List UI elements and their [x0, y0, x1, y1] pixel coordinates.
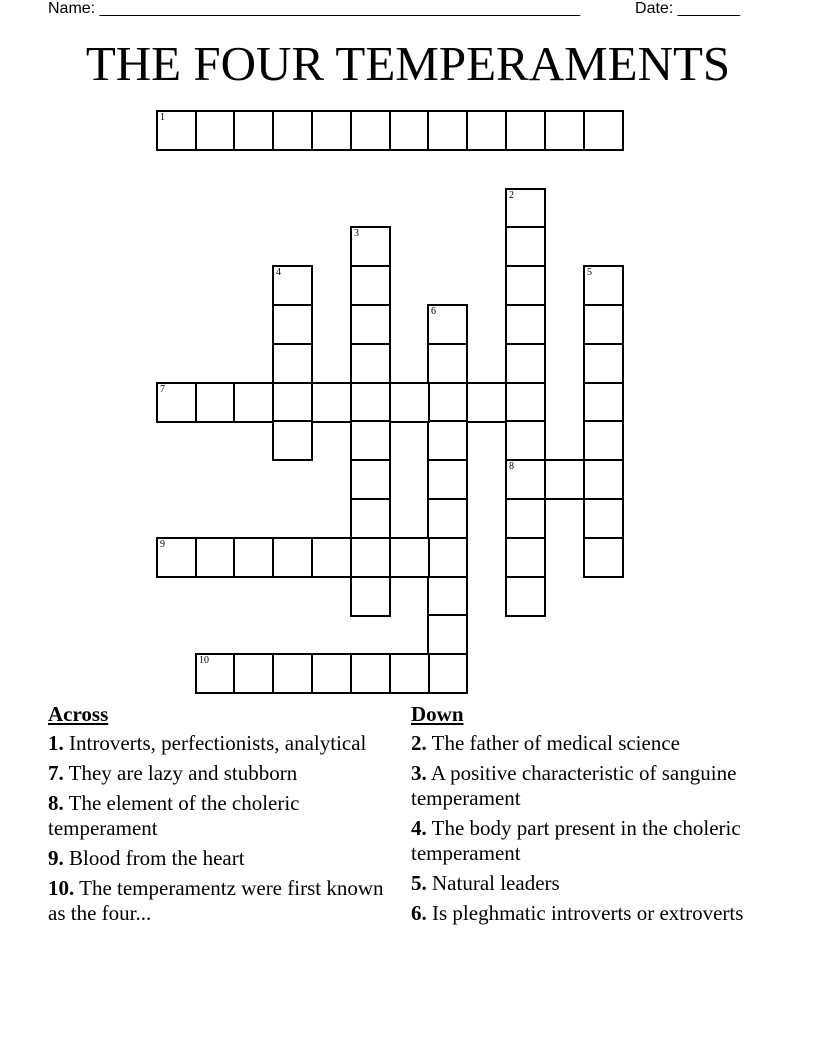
across-clue [48, 791, 388, 841]
down-clue [411, 731, 751, 756]
crossword-cell[interactable] [350, 110, 391, 151]
clue-number: 9 [160, 539, 165, 550]
crossword-cell[interactable] [272, 265, 313, 306]
clue-number-label: 6. [411, 901, 427, 925]
crossword-cell[interactable] [350, 459, 391, 500]
clue-text: The element of the choleric temperament [48, 791, 300, 840]
down-clues [411, 702, 751, 931]
crossword-cell[interactable] [505, 265, 546, 306]
crossword-cell[interactable] [311, 653, 352, 694]
crossword-cell[interactable] [427, 614, 468, 655]
crossword-cell[interactable] [389, 382, 430, 423]
clue-number: 6 [431, 306, 436, 317]
crossword-cell[interactable] [195, 110, 236, 151]
crossword-cell[interactable] [427, 498, 468, 539]
crossword-cell[interactable] [505, 304, 546, 345]
clue-number: 10 [199, 655, 209, 666]
crossword-cell[interactable] [427, 653, 468, 694]
crossword-cell[interactable] [583, 304, 624, 345]
crossword-cell[interactable] [272, 304, 313, 345]
crossword-cell[interactable] [505, 537, 546, 578]
crossword-cell[interactable] [583, 537, 624, 578]
crossword-cell[interactable] [233, 537, 274, 578]
crossword-cell[interactable] [505, 188, 546, 229]
crossword-cell[interactable] [233, 382, 274, 423]
crossword-cell[interactable] [156, 110, 197, 151]
clue-number-label: 5. [411, 871, 427, 895]
crossword-cell[interactable] [195, 382, 236, 423]
crossword-cell[interactable] [350, 382, 391, 423]
across-clue [48, 846, 388, 871]
clue-number-label: 10. [48, 876, 75, 900]
clue-text: The body part present in the choleric temperament [411, 816, 741, 865]
crossword-cell[interactable] [389, 537, 430, 578]
crossword-cell[interactable] [427, 382, 468, 423]
crossword-cell[interactable] [156, 537, 197, 578]
clue-number: 4 [276, 267, 281, 278]
crossword-cell[interactable] [272, 343, 313, 384]
clue-number: 7 [160, 384, 165, 395]
clue-text: The temperamentz were first known as the four... [48, 876, 384, 925]
crossword-cell[interactable] [427, 459, 468, 500]
crossword-cell[interactable] [505, 420, 546, 461]
down-heading: Down [411, 702, 464, 726]
across-clue [48, 876, 388, 926]
clue-number-label: 7. [48, 761, 64, 785]
crossword-cell[interactable] [583, 459, 624, 500]
crossword-cell[interactable] [505, 498, 546, 539]
crossword-cell[interactable] [427, 420, 468, 461]
clue-number-label: 3. [411, 761, 427, 785]
clue-number-label: 4. [411, 816, 427, 840]
across-clue [48, 761, 388, 786]
clue-number: 3 [354, 228, 359, 239]
crossword-cell[interactable] [156, 382, 197, 423]
across-clue-list [48, 731, 388, 926]
crossword-cell[interactable] [427, 110, 468, 151]
clue-number-label: 2. [411, 731, 427, 755]
name-field-label: Name: ______________________________________________________ [48, 0, 581, 17]
clue-text: Introverts, perfectionists, analytical [63, 731, 367, 755]
crossword-cell[interactable] [466, 110, 507, 151]
clue-text: They are lazy and stubborn [63, 761, 298, 785]
crossword-cell[interactable] [272, 110, 313, 151]
crossword-cell[interactable] [427, 537, 468, 578]
crossword-cell[interactable] [505, 226, 546, 267]
across-heading: Across [48, 702, 109, 726]
clue-number: 8 [509, 461, 514, 472]
crossword-cell[interactable] [505, 343, 546, 384]
clue-number-label: 9. [48, 846, 64, 870]
crossword-cell[interactable] [427, 304, 468, 345]
clue-number-label: 1. [48, 731, 64, 755]
crossword-cell[interactable] [272, 382, 313, 423]
crossword-cell[interactable] [466, 382, 507, 423]
crossword-cell[interactable] [350, 265, 391, 306]
crossword-cell[interactable] [389, 110, 430, 151]
crossword-cell[interactable] [583, 343, 624, 384]
crossword-cell[interactable] [233, 653, 274, 694]
page-title: THE FOUR TEMPERAMENTS [85, 36, 731, 91]
clue-text: The father of medical science [426, 731, 680, 755]
crossword-cell[interactable] [195, 537, 236, 578]
crossword-cell[interactable] [272, 420, 313, 461]
down-clue [411, 901, 751, 926]
crossword-cell[interactable] [350, 420, 391, 461]
down-clue [411, 816, 751, 866]
date-field-label: Date: _______ [635, 0, 740, 17]
crossword-cell[interactable] [583, 498, 624, 539]
crossword-cell[interactable] [350, 304, 391, 345]
crossword-cell[interactable] [427, 576, 468, 617]
crossword-cell[interactable] [583, 420, 624, 461]
crossword-cell[interactable] [311, 537, 352, 578]
across-clue [48, 731, 388, 756]
crossword-cell[interactable] [544, 110, 585, 151]
clue-text: A positive characteristic of sanguine temperament [411, 761, 737, 810]
down-clue [411, 761, 751, 811]
crossword-cell[interactable] [272, 537, 313, 578]
crossword-cell[interactable] [350, 226, 391, 267]
crossword-cell[interactable] [505, 382, 546, 423]
crossword-cell[interactable] [505, 576, 546, 617]
crossword-cell[interactable] [350, 343, 391, 384]
crossword-cell[interactable] [311, 110, 352, 151]
crossword-cell[interactable] [583, 382, 624, 423]
clue-text: Is pleghmatic introverts or extroverts [426, 901, 744, 925]
crossword-cell[interactable] [272, 653, 313, 694]
crossword-cell[interactable] [311, 382, 352, 423]
crossword-cell[interactable] [505, 110, 546, 151]
down-clue [411, 871, 751, 896]
crossword-cell[interactable] [195, 653, 236, 694]
clue-number: 5 [587, 267, 592, 278]
crossword-cell[interactable] [350, 537, 391, 578]
crossword-cell[interactable] [427, 343, 468, 384]
crossword-cell[interactable] [233, 110, 274, 151]
crossword-cell[interactable] [505, 459, 546, 500]
clue-number: 2 [509, 190, 514, 201]
clue-text: Natural leaders [426, 871, 560, 895]
down-clue-list [411, 731, 751, 926]
crossword-cell[interactable] [583, 110, 624, 151]
clue-number: 1 [160, 112, 165, 123]
crossword-cell[interactable] [350, 498, 391, 539]
crossword-cell[interactable] [583, 265, 624, 306]
clue-number-label: 8. [48, 791, 64, 815]
crossword-cell[interactable] [350, 653, 391, 694]
crossword-cell[interactable] [544, 459, 585, 500]
crossword-cell[interactable] [389, 653, 430, 694]
clue-text: Blood from the heart [63, 846, 245, 870]
crossword-cell[interactable] [350, 576, 391, 617]
across-clues [48, 702, 388, 931]
